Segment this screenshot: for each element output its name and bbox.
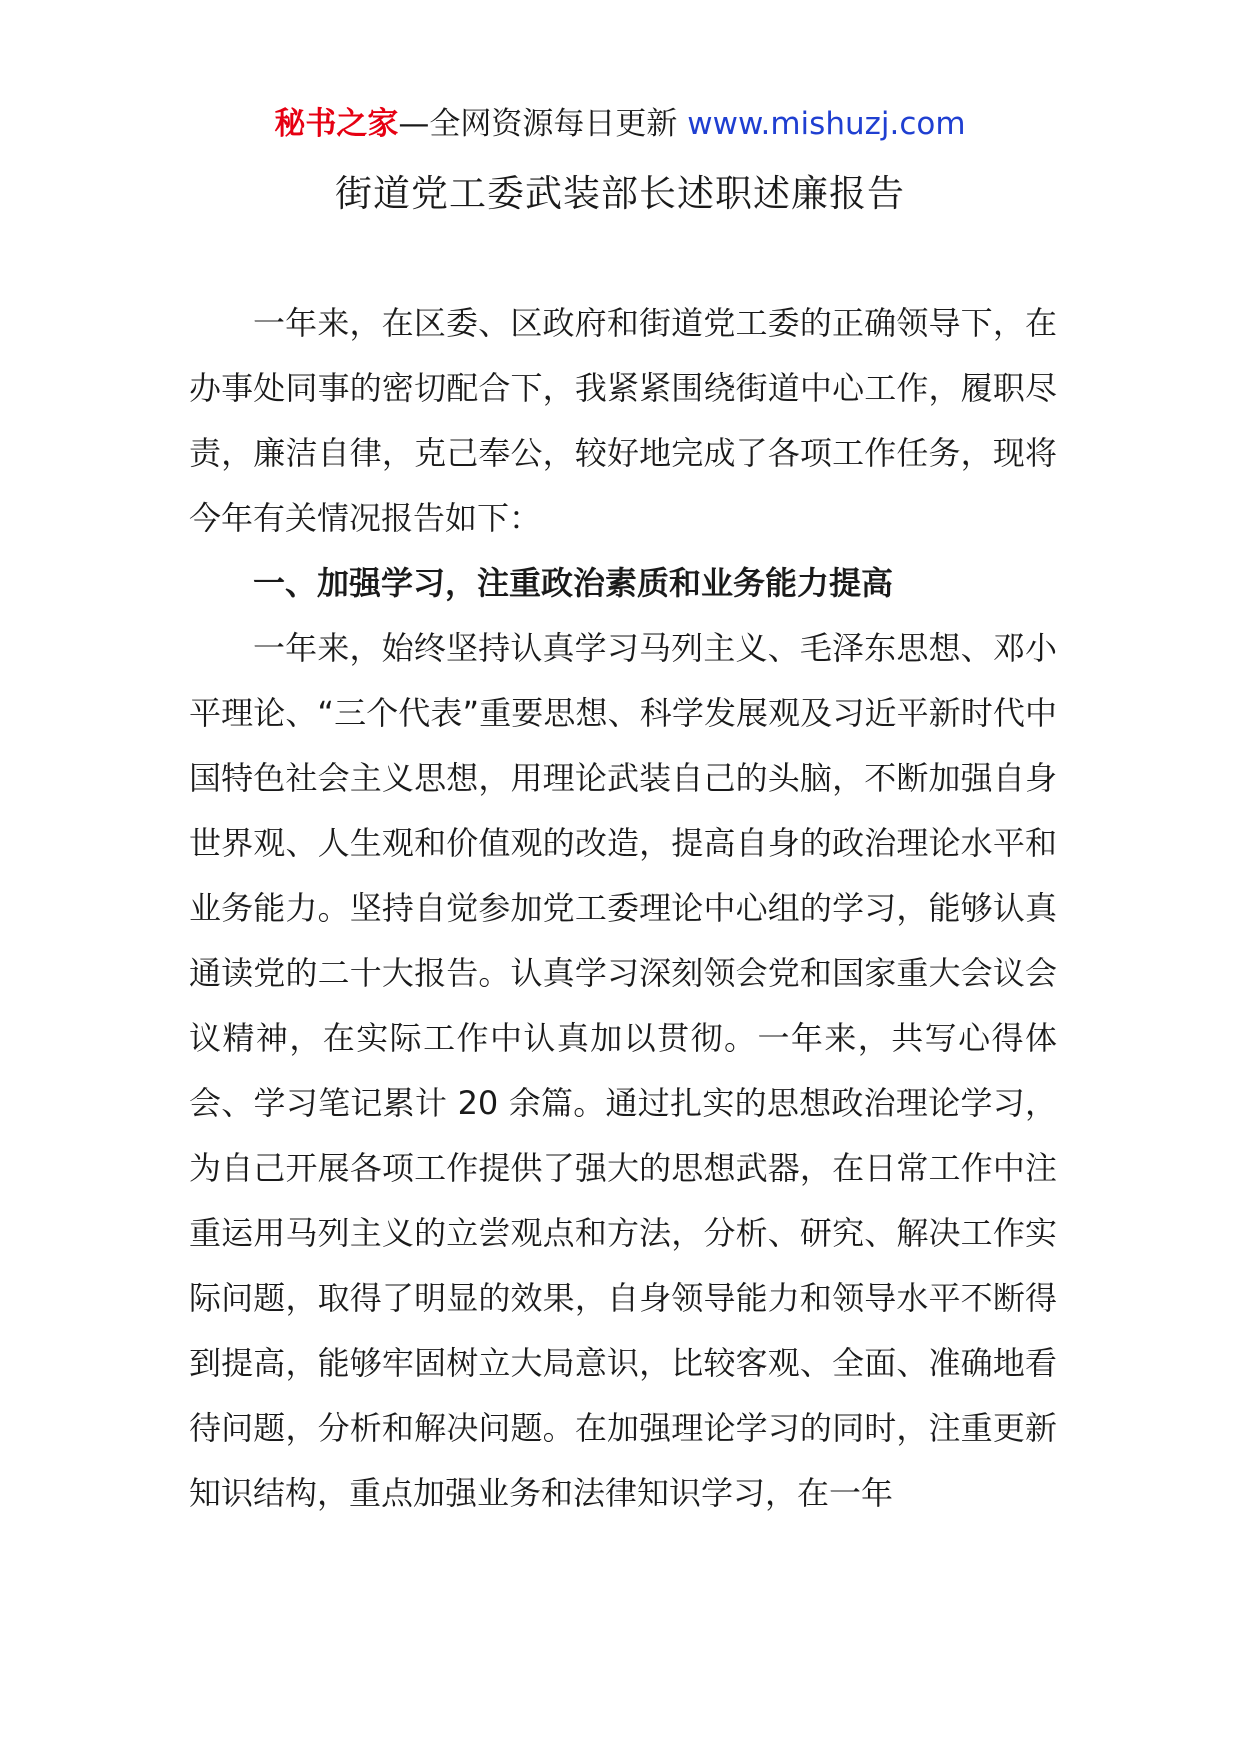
body-paragraph: 一年来，始终坚持认真学习马列主义、毛泽东思想、邓小平理论、“三个代表”重要思想、科学发展观及习近平新时代中国特色社会主义思想，用理论武装自己的头脑，不断加强自身世界观、人生观和价值观的改造，提高自身的政治理论水平和业务能力。坚持自觉参加党工委理论中心组的学习，能够认真通读党的二十大报告。认真学习深刻领会党和国家重大会议会议精神，在实际工作中认真加以贯彻。一年来，共写心得体会、学习笔记累计 20 余篇。通过扎实的思想政治理论学习，为自己开展各项工作提供了强大的思想武器，在日常工作中注重运用马列主义的立尝观点和方法，分析、研究、解决工作实际问题，取得了明显的效果，自身领导能力和领导水平不断得到提高，能够牢固树立大局意识，比较客观、全面、准确地看待问题，分析和解决问题。在加强理论学习的同时，注重更新知识结构，重点加强业务和法律知识学习，在一年	[189, 629, 1057, 1512]
section-heading: 一、加强学习，注重政治素质和业务能力提高	[253, 564, 894, 602]
site-brand: 秘书之家	[274, 106, 399, 142]
site-url-link[interactable]: www.mishuzj.com	[687, 106, 966, 142]
site-slogan: —全网资源每日更新	[398, 106, 688, 142]
document-title: 街道党工委武装部长述职述廉报告	[335, 172, 905, 215]
document-body	[189, 291, 1057, 1526]
intro-paragraph: 一年来，在区委、区政府和街道党工委的正确领导下，在办事处同事的密切配合下，我紧紧围绕街道中心工作，履职尽责，廉洁自律，克己奉公，较好地完成了各项工作任务，现将今年有关情况报告如下：	[189, 304, 1057, 537]
site-header	[0, 100, 1240, 148]
